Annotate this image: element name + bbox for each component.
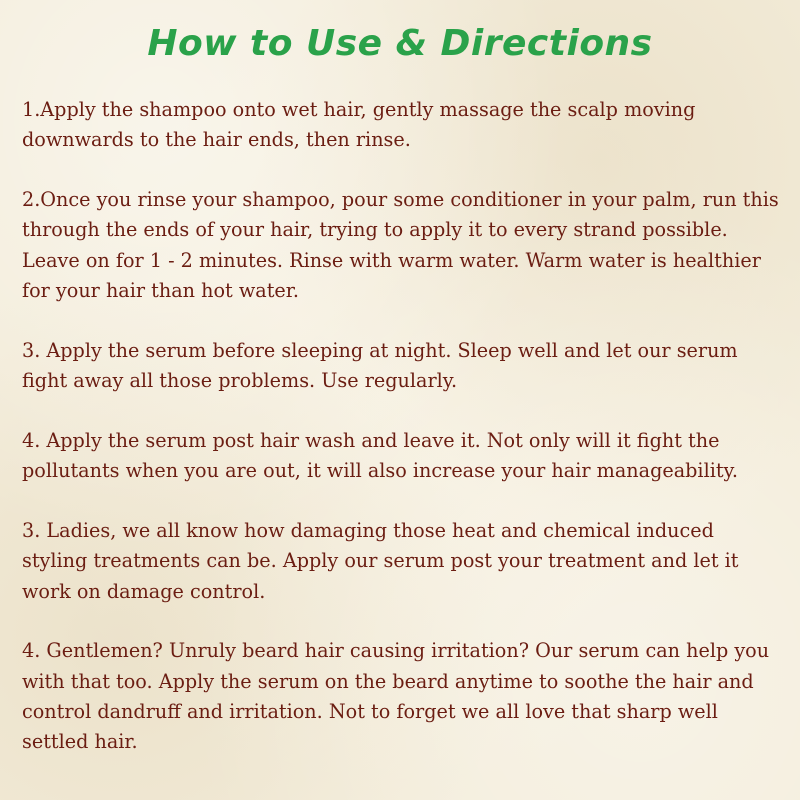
page-title: How to Use & Directions bbox=[147, 23, 653, 64]
direction-step: 4. Apply the serum post hair wash and leave it. Not only will it fight the pollutants when you are out, it will also increase your hair manageability. bbox=[22, 428, 738, 483]
directions-list bbox=[22, 95, 782, 787]
direction-step: 2.Once you rinse your shampoo, pour some conditioner in your palm, run this through the ends of your hair, trying to apply it to every strand possible. Leave on for 1 - 2 minutes. Rinse with warm water. Warm water is healthier for your hair than hot water. bbox=[22, 188, 779, 302]
direction-step: 3. Ladies, we all know how damaging those heat and chemical induced styling treatments can be. Apply our serum post your treatment and let it work on damage control. bbox=[22, 518, 739, 603]
direction-step: 4. Gentlemen? Unruly beard hair causing irritation? Our serum can help you with that too. Apply the serum on the beard anytime to soothe the hair and control dandruff and irritation. Not to forget we all love that sharp well settled hair. bbox=[22, 639, 770, 754]
direction-step: 1.Apply the shampoo onto wet hair, gently massage the scalp moving downwards to the hair ends, then rinse. bbox=[22, 98, 696, 152]
direction-step: 3. Apply the serum before sleeping at night. Sleep well and let our serum fight away all those problems. Use regularly. bbox=[22, 338, 738, 393]
